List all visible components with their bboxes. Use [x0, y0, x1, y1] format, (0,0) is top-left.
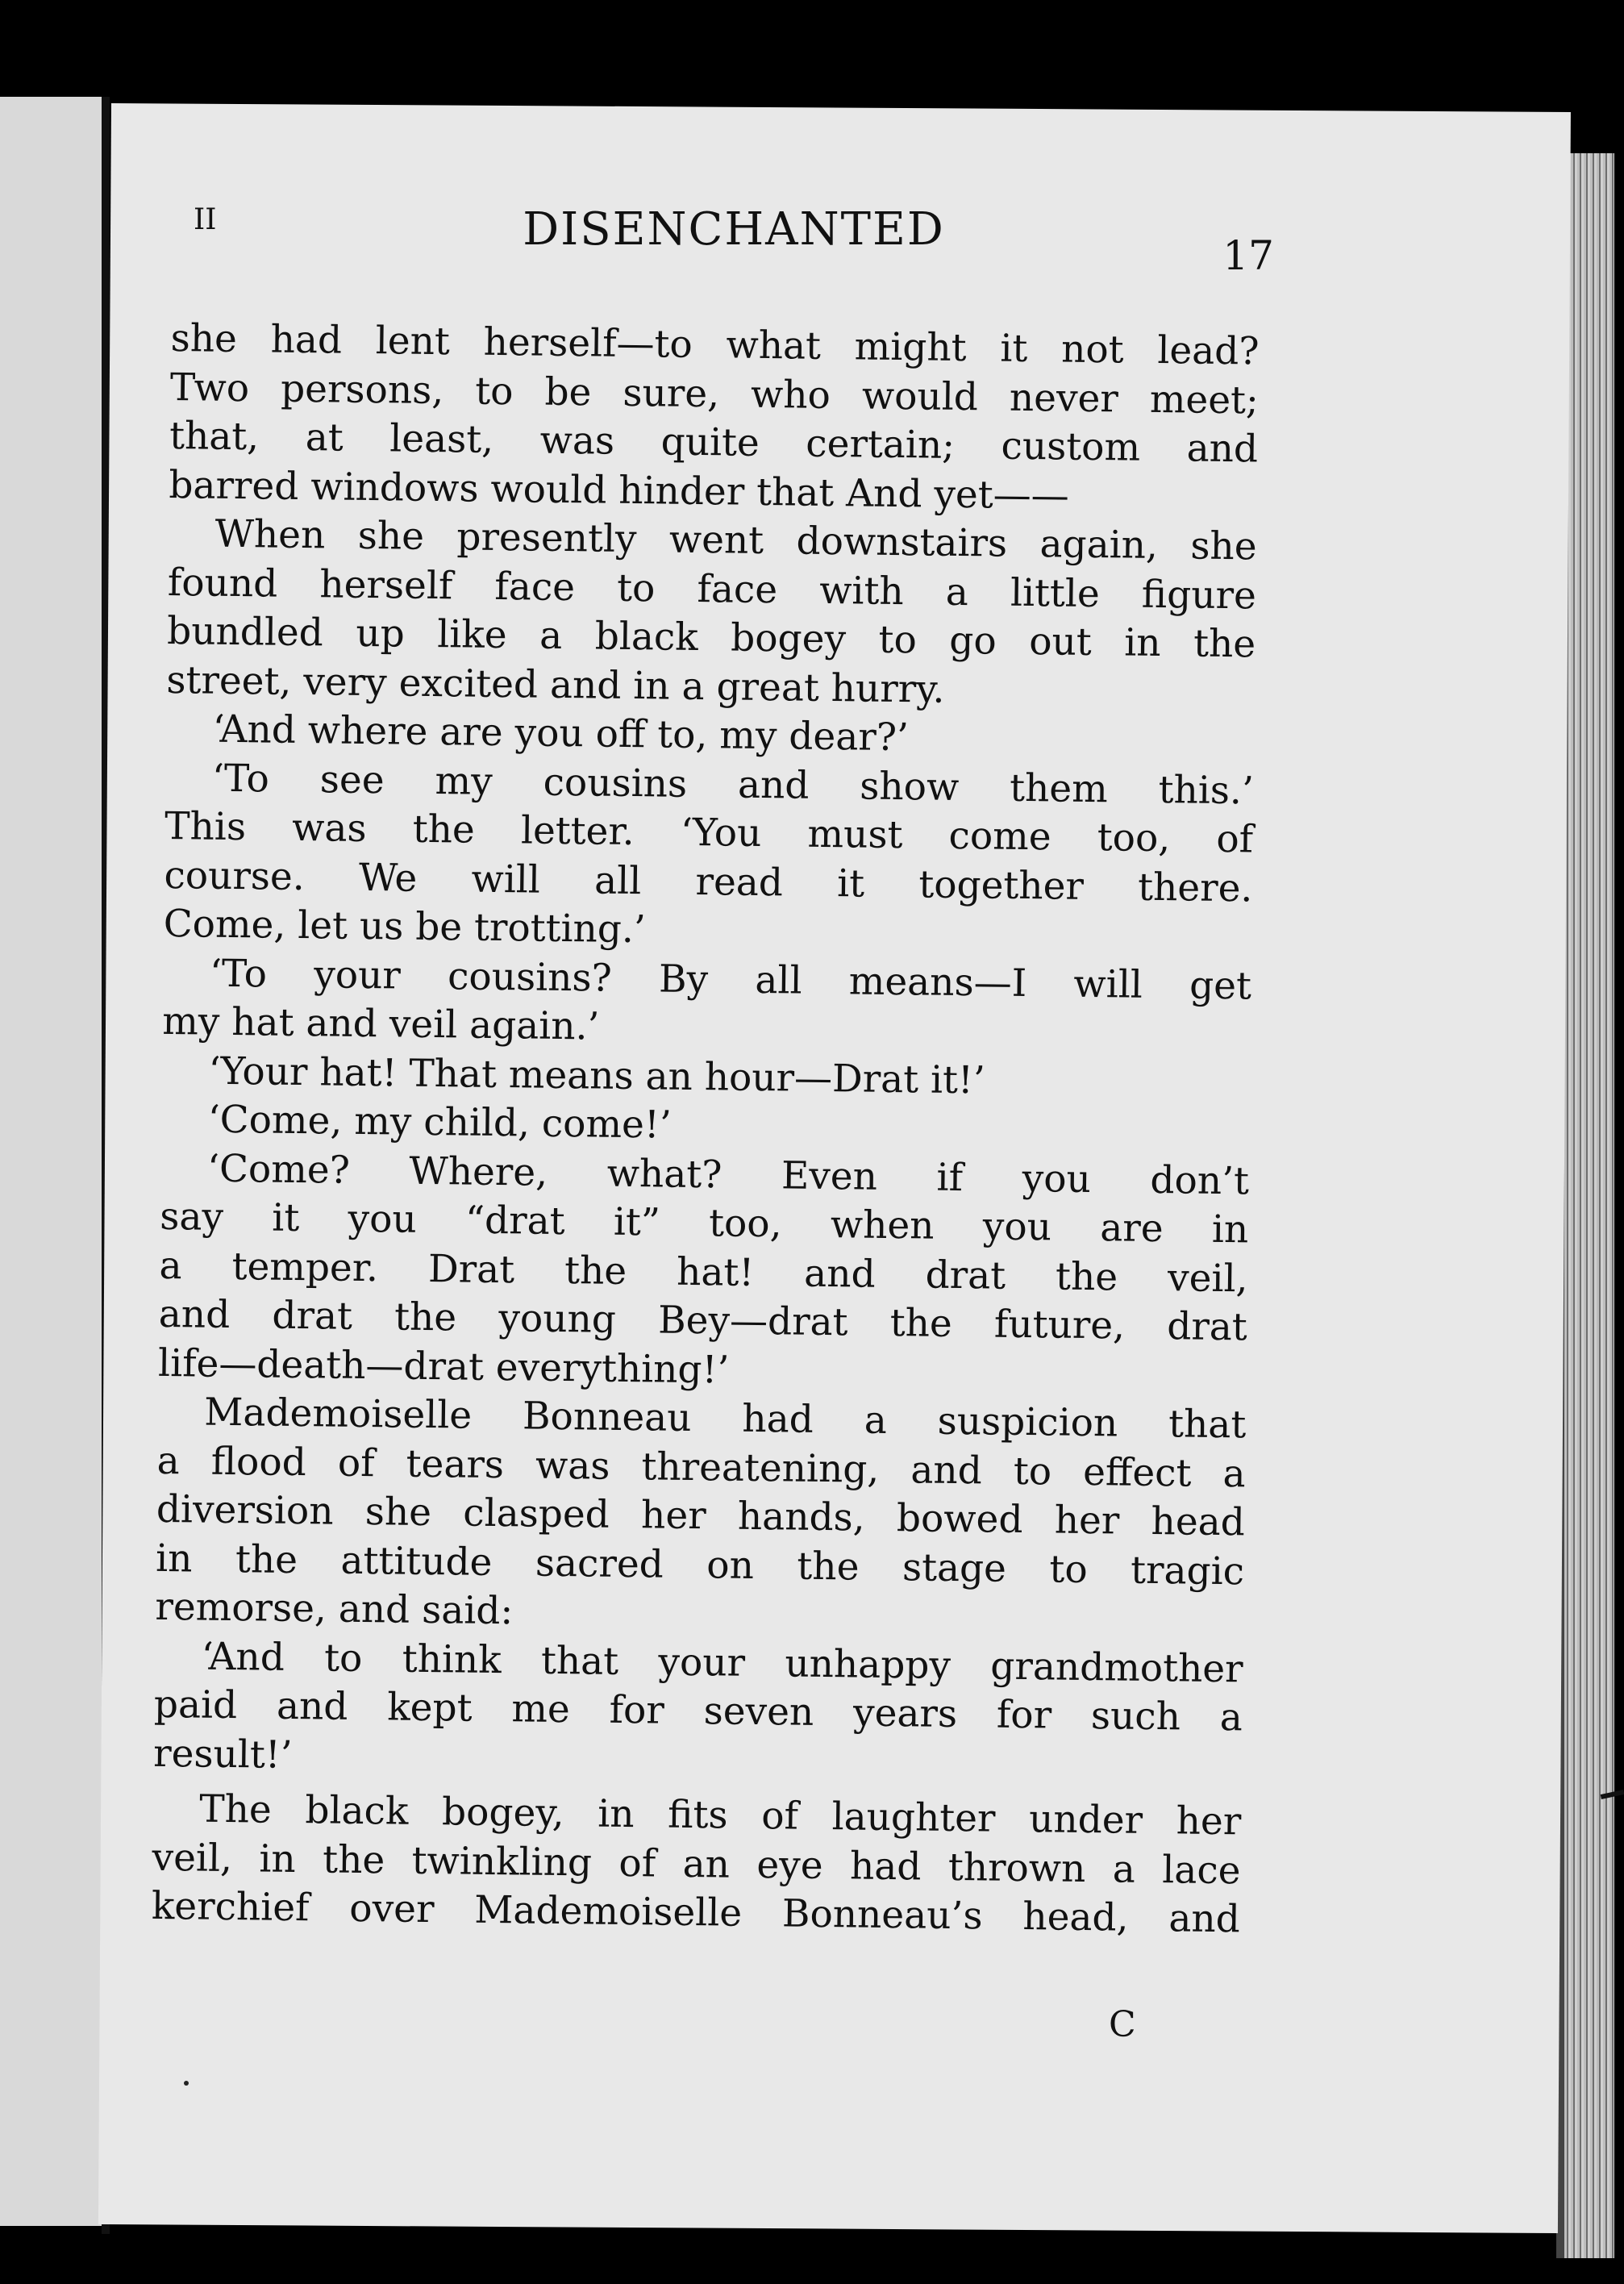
- text-line: result!’: [152, 1731, 293, 1778]
- page-header: [194, 203, 1274, 279]
- text-line: life—death—drat everything!’: [157, 1340, 730, 1393]
- text-line: kerchief over Mademoiselle Bonneau’s head, and: [151, 1883, 1241, 1942]
- chapter-number: II: [194, 203, 217, 236]
- text-line: This was the letter. ‘You must come too, of: [164, 803, 1254, 862]
- page-number: 17: [1222, 232, 1274, 279]
- text-line: she had lent herself—to what might it not lead?: [170, 315, 1260, 374]
- signature-mark: C: [1109, 2004, 1136, 2045]
- page-stack: [1564, 153, 1614, 2258]
- previous-page-edge: [0, 97, 106, 2226]
- text-line: bundled up like a black bogey to go out in the: [166, 608, 1256, 667]
- text-line: ‘And to think that your unhappy grandmother: [201, 1634, 1243, 1691]
- text-line: street, very excited and in a great hurry.: [166, 657, 945, 712]
- text-line: ‘To your cousins? By all means—I will get: [209, 951, 1252, 1008]
- text-line: ‘Your hat! That means an hour—Drat it!’: [208, 1048, 986, 1102]
- text-line: found herself face to face with a little figure: [167, 560, 1257, 618]
- text-line: Mademoiselle Bonneau had a suspicion that: [204, 1390, 1247, 1448]
- text-line: ‘Come, my child, come!’: [207, 1097, 673, 1148]
- text-line: and drat the young Bey—drat the future, drat: [158, 1291, 1248, 1350]
- text-line: course. We will all read it together there.: [164, 852, 1253, 911]
- text-line: Come, let us be trotting.’: [163, 901, 647, 952]
- text-line: When she presently went downstairs again, she: [214, 511, 1257, 569]
- text-line: barred windows would hinder that And yet——: [169, 462, 1070, 519]
- running-title: DISENCHANTED: [523, 203, 945, 256]
- body-text: [152, 315, 1260, 1944]
- text-line: paid and kept me for seven years for such a: [153, 1682, 1243, 1740]
- text-line: in the attitude sacred on the stage to tragic: [155, 1536, 1245, 1594]
- text-line: say it you “drat it” too, when you are in: [159, 1194, 1249, 1252]
- text-line: ‘To see my cousins and show them this.’: [211, 756, 1255, 813]
- text-line: Two persons, to be sure, who would never meet;: [169, 365, 1260, 423]
- text-line: ‘Come? Where, what? Even if you don’t: [206, 1146, 1250, 1203]
- text-line: remorse, and said:: [155, 1584, 514, 1634]
- ink-speck: [184, 2081, 189, 2086]
- text-line: The black bogey, in fits of laughter under her: [199, 1786, 1242, 1844]
- text-line: veil, in the twinkling of an eye had thrown a lace: [152, 1835, 1241, 1893]
- text-line: a temper. Drat the hat! and drat the veil,: [159, 1243, 1248, 1301]
- text-line: my hat and veil again.’: [161, 998, 600, 1049]
- text-line: that, at least, was quite certain; custom and: [169, 413, 1259, 472]
- text-line: a flood of tears was threatening, and to effect a: [156, 1438, 1246, 1496]
- text-line: ‘And where are you off to, my dear?’: [212, 706, 910, 761]
- text-line: diversion she clasped her hands, bowed her head: [156, 1486, 1246, 1545]
